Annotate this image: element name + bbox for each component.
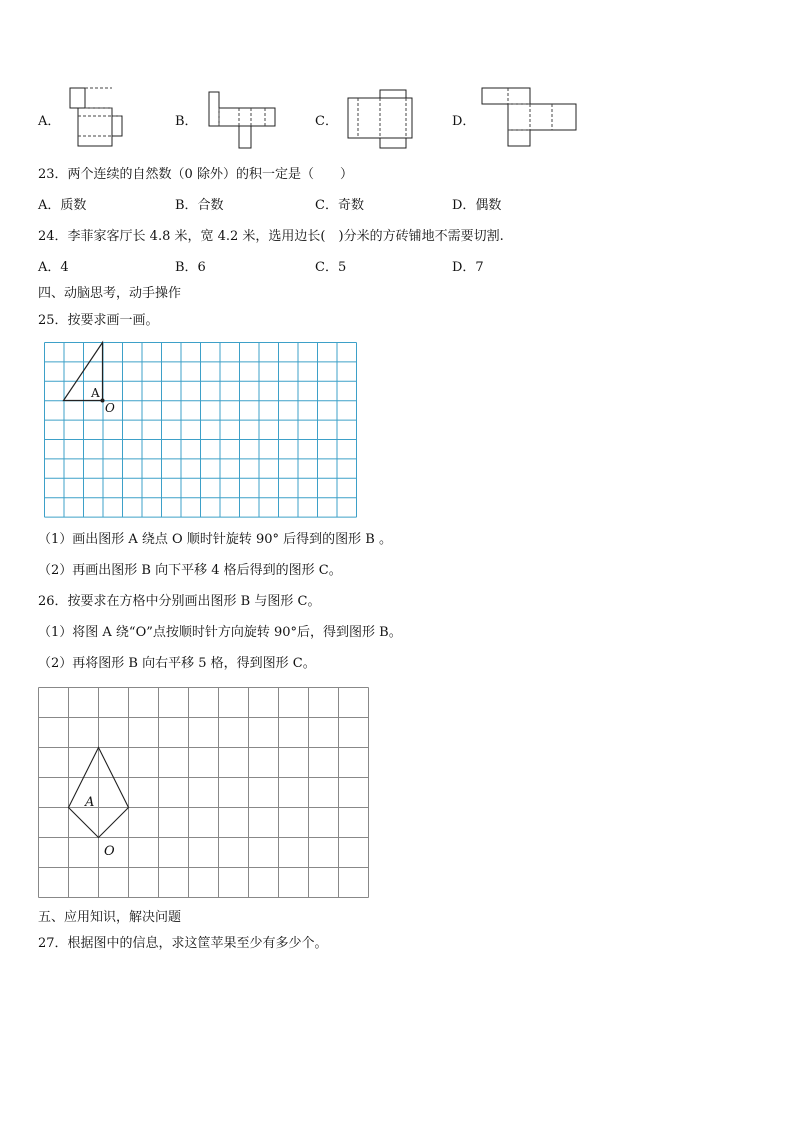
q22-option-c-net [346, 88, 416, 152]
q24-option-a[interactable]: A．4 [38, 260, 69, 275]
section5-title: 五、应用知识，解决问题 [38, 910, 182, 925]
q22-option-c-label[interactable]: C． [315, 114, 338, 129]
q24-option-c[interactable]: C．5 [315, 260, 347, 275]
q22-option-d-label[interactable]: D． [452, 114, 476, 129]
q25-figure-a-label: A [91, 386, 100, 400]
q24-option-d[interactable]: D．7 [452, 260, 484, 275]
q26-step-2: （2）再将图形 B 向右平移 5 格，得到图形 C。 [38, 656, 316, 671]
q25-point-o [101, 399, 105, 403]
q25-grid[interactable] [44, 342, 358, 517]
q23-option-b[interactable]: B．合数 [175, 198, 224, 213]
q26-figure-a-label: A [85, 795, 95, 810]
q23-option-c[interactable]: C．奇数 [315, 198, 364, 213]
q27-stem: 27．根据图中的信息，求这筐苹果至少有多少个。 [38, 936, 328, 951]
q25-stem: 25．按要求画一画。 [38, 313, 159, 328]
q23-option-d[interactable]: D．偶数 [452, 198, 502, 213]
q22-option-b-label[interactable]: B． [175, 114, 198, 129]
q22-option-b-net [207, 90, 277, 152]
q24-stem: 24．李菲家客厅长 4.8 米，宽 4.2 米，选用边长( )分米的方砖铺地不需要切割. [38, 229, 504, 244]
q26-step-1: （1）将图 A 绕“O”点按顺时针方向旋转 90°后，得到图形 B。 [38, 625, 402, 640]
q24-option-b[interactable]: B．6 [175, 260, 206, 275]
q25-step-1: （1）画出图形 A 绕点 O 顺时针旋转 90° 后得到的图形 B 。 [38, 532, 392, 547]
q25-step-2: （2）再画出图形 B 向下平移 4 格后得到的图形 C。 [38, 563, 342, 578]
q26-grid[interactable] [38, 687, 372, 900]
q26-stem: 26．按要求在方格中分别画出图形 B 与图形 C。 [38, 594, 321, 609]
q26-point-o-label: O [104, 844, 115, 859]
q22-option-d-net [480, 86, 580, 148]
q22-option-a-net [68, 86, 128, 148]
q22-option-a-label[interactable]: A． [38, 114, 61, 129]
q23-option-a[interactable]: A．质数 [38, 198, 87, 213]
q23-stem: 23．两个连续的自然数（0 除外）的积一定是（ ） [38, 167, 353, 182]
q25-point-o-label: O [105, 401, 115, 415]
section4-title: 四、动脑思考，动手操作 [38, 286, 182, 301]
